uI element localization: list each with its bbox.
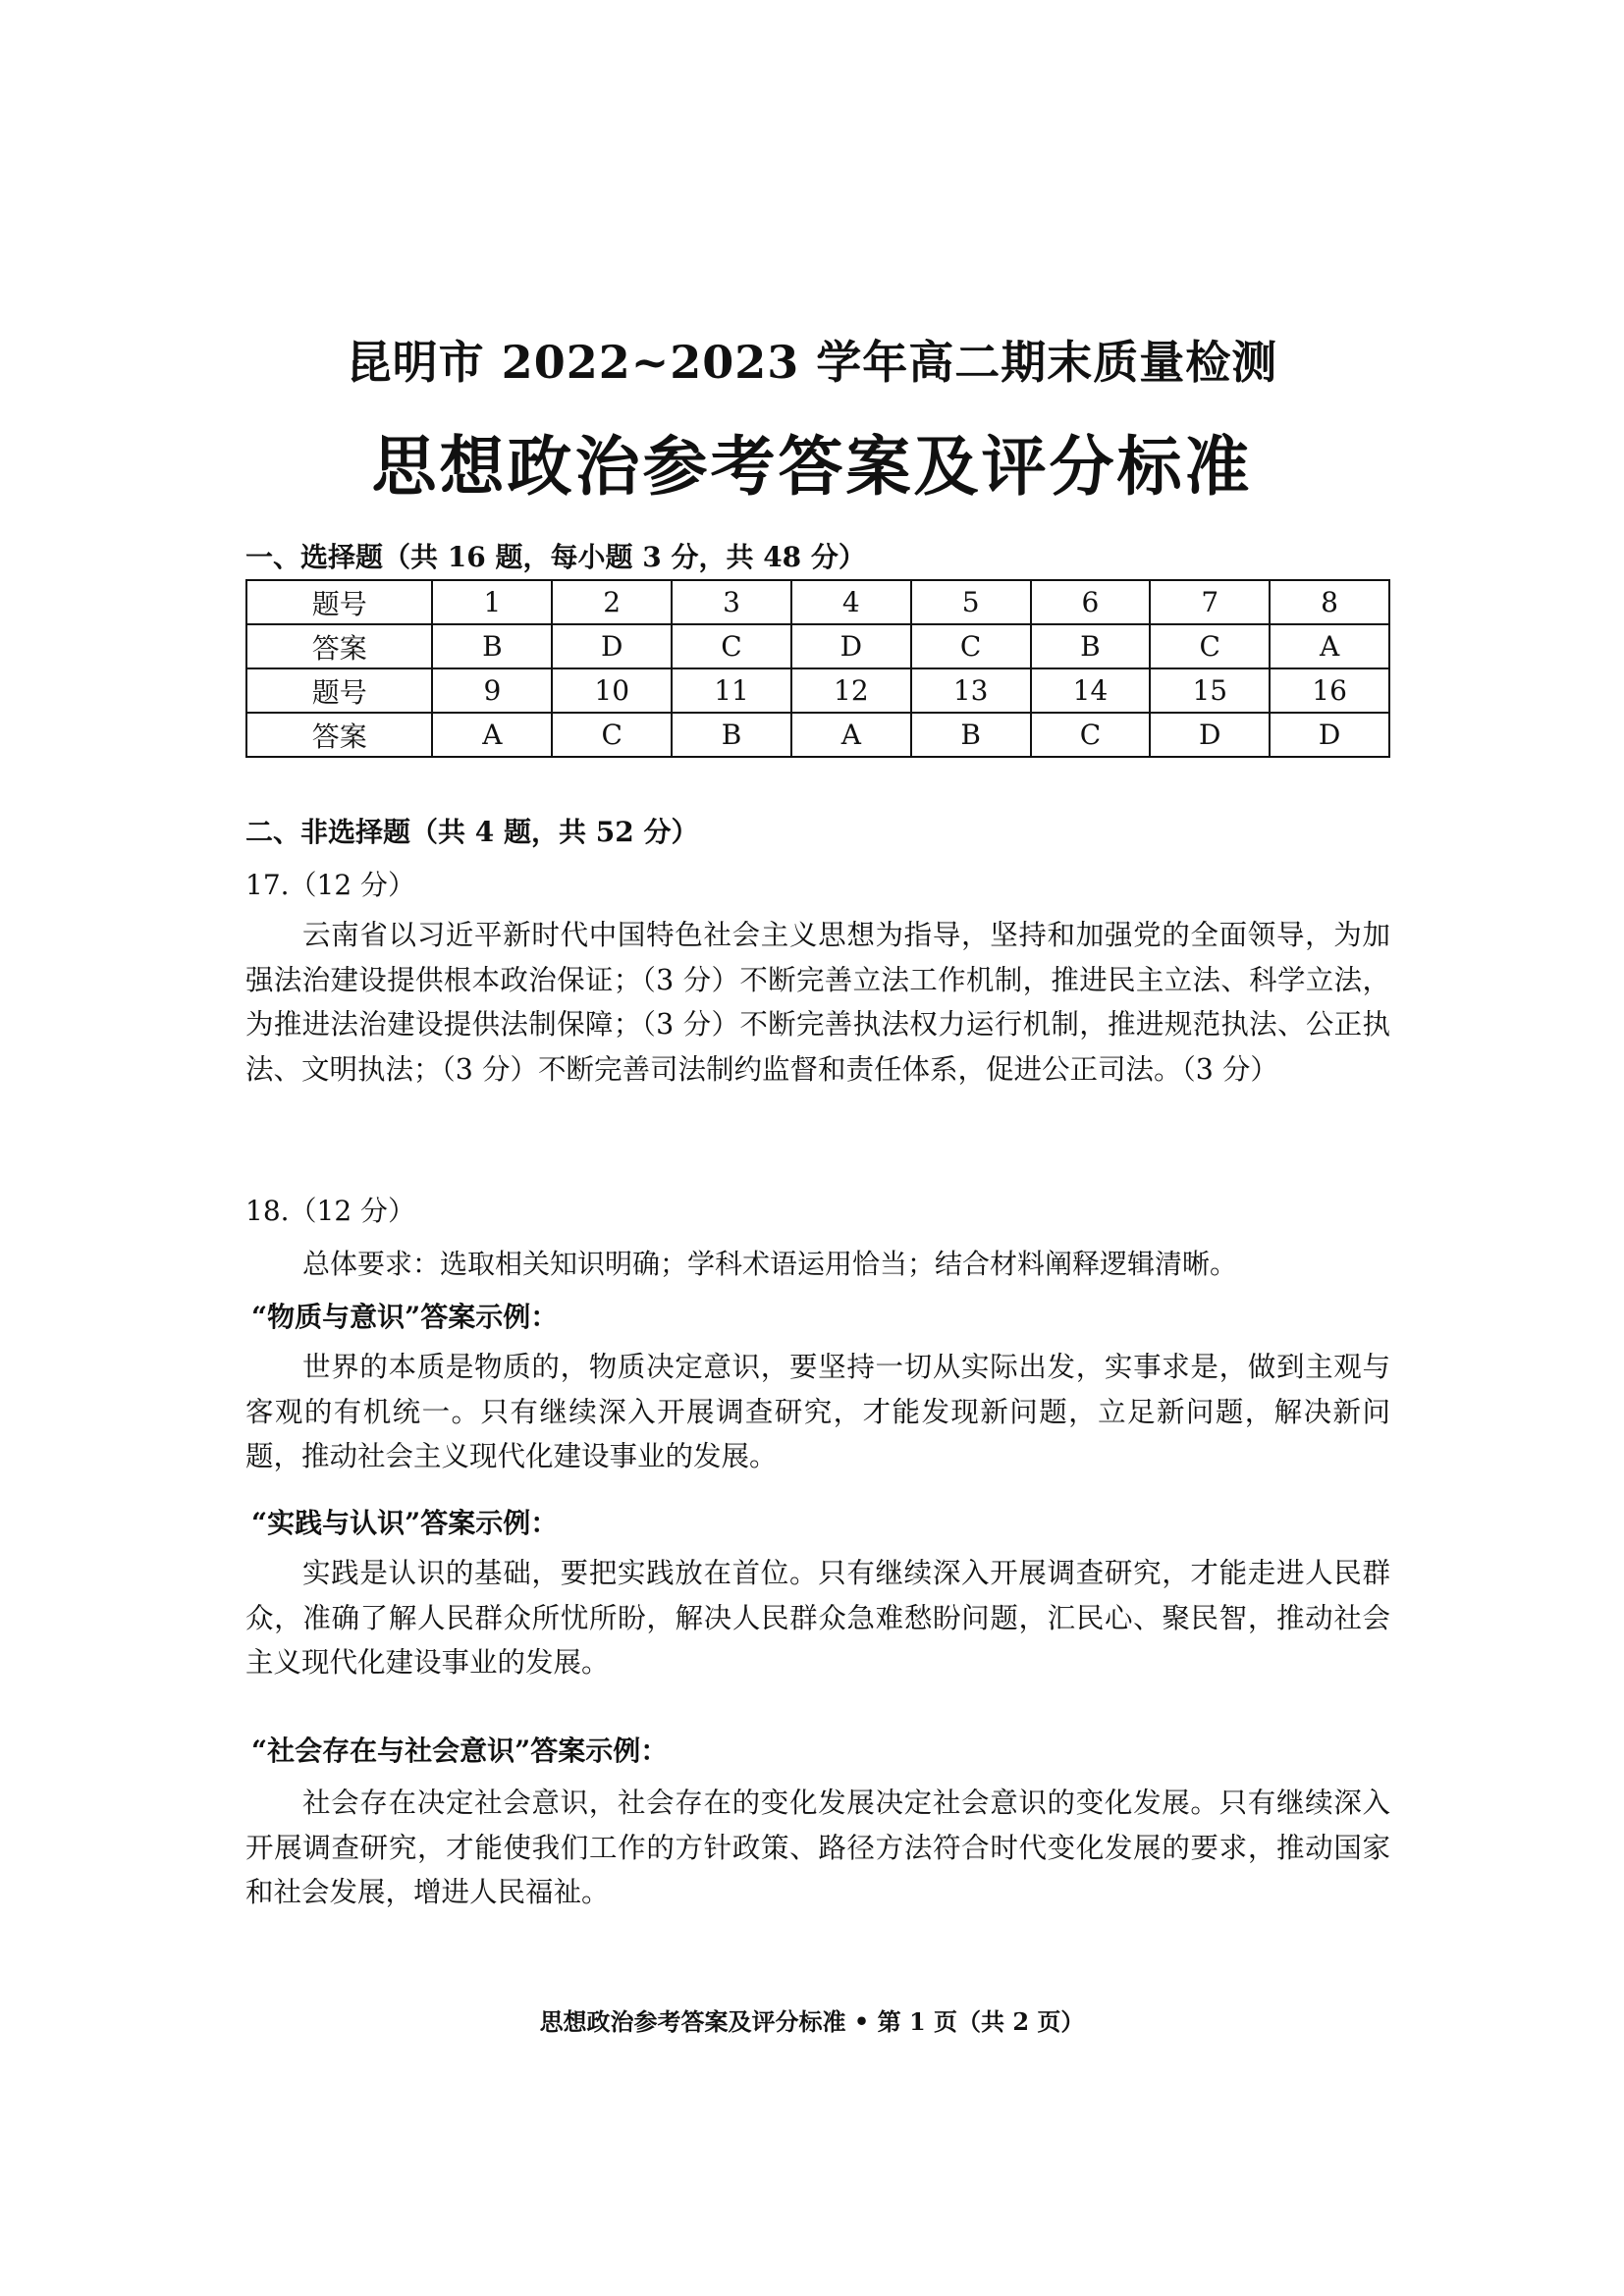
table-cell: 9 (432, 668, 552, 713)
table-cell: 1 (432, 580, 552, 624)
table-cell: B (672, 713, 791, 757)
table-cell: 12 (791, 668, 911, 713)
table-cell: 7 (1150, 580, 1270, 624)
table-row (246, 580, 1389, 624)
table-cell-label: 题号 (246, 580, 432, 624)
example-body-matter-consciousness: 世界的本质是物质的，物质决定意识，要坚持一切从实际出发，实事求是，做到主观与客观的有机统一。只有继续深入开展调查研究，才能发现新问题，立足新问题，解决新问题，推动社会主义现代化建设事业的发展。 (245, 1351, 1390, 1472)
table-cell: D (552, 624, 672, 668)
table-cell: B (432, 624, 552, 668)
page-footer: 思想政治参考答案及评分标准 • 第 1 页（共 2 页） (539, 2007, 1085, 2036)
section-heading-non-choice: 二、非选择题（共 4 题，共 52 分） (245, 816, 699, 848)
section-heading-multiple-choice: 一、选择题（共 16 题，每小题 3 分，共 48 分） (245, 541, 866, 573)
table-cell-label: 题号 (246, 668, 432, 713)
table-cell: A (791, 713, 911, 757)
table-row (246, 624, 1389, 668)
document-title: 思想政治参考答案及评分标准 (371, 428, 1253, 505)
exam-title: 昆明市 2022~2023 学年高二期末质量检测 (346, 336, 1278, 389)
table-cell: 10 (552, 668, 672, 713)
table-cell: 11 (672, 668, 791, 713)
table-cell: B (1031, 624, 1151, 668)
table-cell: 5 (911, 580, 1031, 624)
example-heading-matter-consciousness: “物质与意识”答案示例： (251, 1301, 559, 1333)
table-cell: 15 (1150, 668, 1270, 713)
table-cell: D (1150, 713, 1270, 757)
question-17-title: 17.（12 分） (245, 869, 416, 901)
table-cell-label: 答案 (246, 624, 432, 668)
table-cell: 2 (552, 580, 672, 624)
answer-table (245, 579, 1390, 758)
table-cell: 6 (1031, 580, 1151, 624)
table-row (246, 668, 1389, 713)
table-cell: 16 (1270, 668, 1389, 713)
question-17-answer: 云南省以习近平新时代中国特色社会主义思想为指导，坚持和加强党的全面领导，为加强法治建设提供根本政治保证；（3 分）不断完善立法工作机制，推进民主立法、科学立法，为推进法治建设提供法制保障；（3 分）不断完善执法权力运行机制，推进规范执法、公正执法、文明执法；（3 分）不断完善司法制约监督和责任体系，促进公正司法。（3 分） (245, 919, 1390, 1086)
table-cell: C (672, 624, 791, 668)
table-cell: B (911, 713, 1031, 757)
example-heading-social-existence: “社会存在与社会意识”答案示例： (251, 1735, 669, 1767)
table-cell: C (1031, 713, 1151, 757)
example-body-practice-cognition: 实践是认识的基础，要把实践放在首位。只有继续深入开展调查研究，才能走进人民群众，准确了解人民群众所忧所盼，解决人民群众急难愁盼问题，汇民心、聚民智，推动社会主义现代化建设事业的发展。 (245, 1557, 1390, 1679)
table-cell: 8 (1270, 580, 1389, 624)
table-cell: A (432, 713, 552, 757)
table-cell: C (1150, 624, 1270, 668)
table-cell-label: 答案 (246, 713, 432, 757)
table-cell: 13 (911, 668, 1031, 713)
question-18-requirement: 总体要求：选取相关知识明确；学科术语运用恰当；结合材料阐释逻辑清晰。 (302, 1248, 1238, 1280)
table-cell: C (911, 624, 1031, 668)
table-cell: 3 (672, 580, 791, 624)
table-cell: 4 (791, 580, 911, 624)
table-cell: A (1270, 624, 1389, 668)
example-heading-practice-cognition: “实践与认识”答案示例： (251, 1507, 559, 1539)
table-cell: D (791, 624, 911, 668)
table-cell: D (1270, 713, 1389, 757)
table-row (246, 713, 1389, 757)
table-cell: 14 (1031, 668, 1151, 713)
question-18-title: 18.（12 分） (245, 1195, 416, 1227)
table-cell: C (552, 713, 672, 757)
example-body-social-existence: 社会存在决定社会意识，社会存在的变化发展决定社会意识的变化发展。只有继续深入开展调查研究，才能使我们工作的方针政策、路径方法符合时代变化发展的要求，推动国家和社会发展，增进人民福祉。 (245, 1787, 1390, 1908)
